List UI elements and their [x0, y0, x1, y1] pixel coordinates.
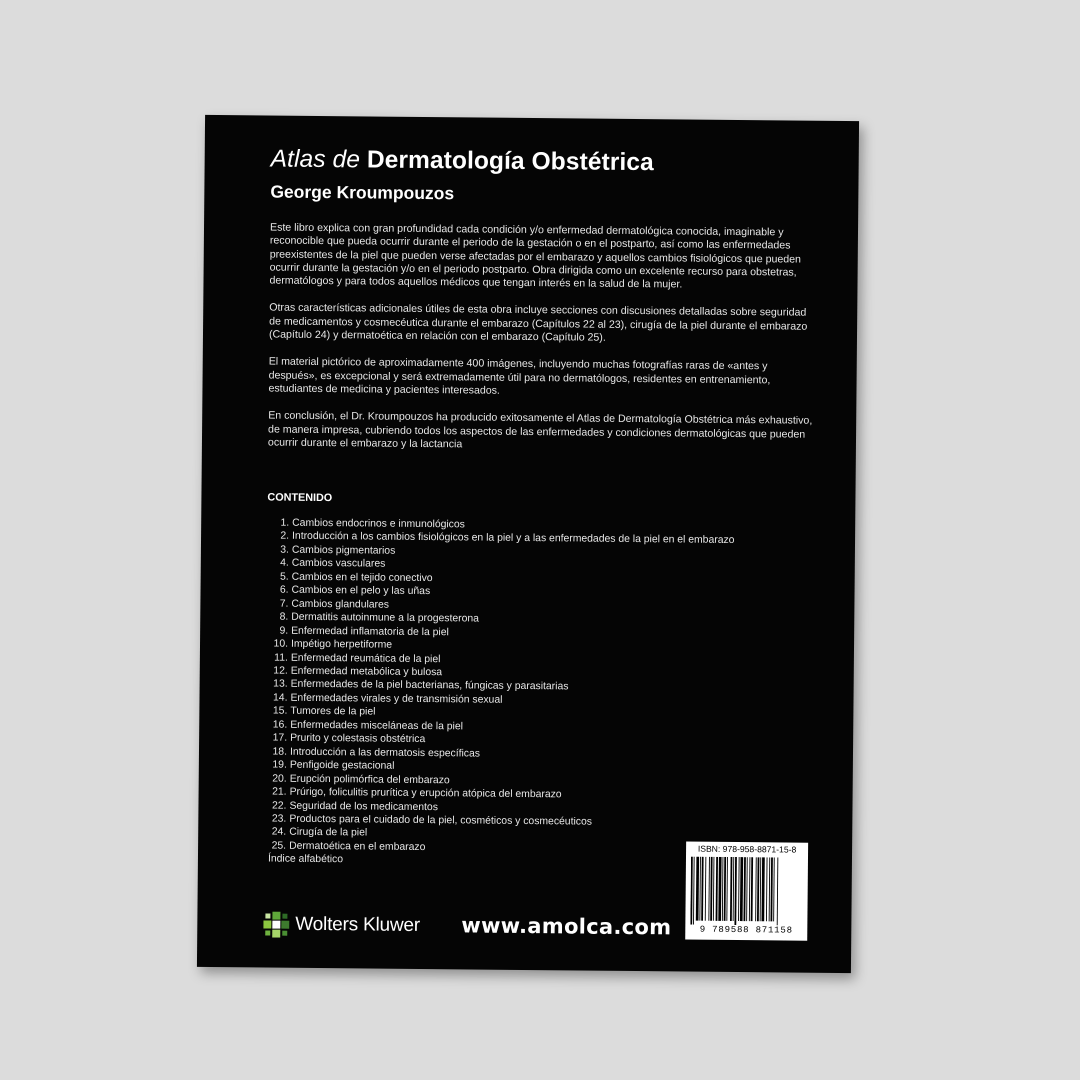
barcode-bar [716, 857, 718, 921]
contents-item-number: 14. [273, 692, 288, 704]
contents-item-number: 11. [274, 652, 288, 664]
contents-item-title: Enfermedades misceláneas de la piel [290, 719, 463, 733]
barcode-bar [766, 857, 768, 921]
publisher-website: www.amolca.com [461, 913, 672, 940]
description-paragraph: Otras características adicionales útiles de esta obra incluye secciones con discusiones detalladas sobre seguridad de medicamentos y cosmecéutica durante el embarazo (Capítulos 22 al 23), cirugía de la piel durante el embarazo (Capítulo 24) y dermatoética en relación con el embarazo (Capítulo 25). [268, 301, 808, 344]
contents-item-number: 8. [279, 611, 289, 623]
barcode-bar [693, 857, 695, 925]
contents-item-number: 5. [279, 571, 289, 583]
contents-item-number: 15. [272, 705, 288, 718]
contents-item-number: 20. [272, 773, 287, 785]
contents-item-number: 25. [271, 840, 287, 852]
book-author: George Kroumpouzos [270, 181, 455, 204]
wolters-kluwer-logo-icon [263, 911, 289, 937]
contents-list [268, 517, 735, 871]
contents-item-title: Prúrigo, foliculitis prurítica y erupción atópica del embarazo [289, 786, 562, 801]
barcode-bar [761, 857, 764, 921]
barcode-bar [734, 857, 736, 925]
barcode-bar [733, 857, 735, 921]
contents-item-title: Prurito y colestasis obstétrica [290, 732, 426, 746]
contents-item-number: 13. [273, 678, 288, 691]
contents-item-title: Introducción a las dermatosis específicas [289, 746, 481, 760]
contents-item-number: 10. [273, 638, 289, 650]
contents-item-number: 17. [272, 732, 288, 744]
contents-item-title: Introducción a los cambios fisiológicos en la piel y a las enfermedades de la piel en el embarazo [292, 531, 735, 547]
contents-item-number: 9. [279, 625, 289, 637]
contents-item-title: Seguridad de los medicamentos [289, 800, 438, 813]
contents-item-title: Enfermedades de la piel bacterianas, fúngicas y parasitarias [290, 679, 569, 693]
contents-index-label: Índice alfabético [267, 853, 344, 866]
barcode-bar [705, 857, 707, 921]
contents-item-title: Cambios en el tejido conectivo [291, 571, 433, 584]
barcode-bar [710, 857, 712, 921]
contents-item-title: Tumores de la piel [290, 706, 376, 718]
contents-item-title: Productos para el cuidado de la piel, cosméticos y cosmecéuticos [289, 813, 593, 828]
barcode-bar [743, 857, 745, 921]
isbn-label: ISBN: 978-958-8871-15-8 [697, 843, 797, 855]
barcode-bar [760, 857, 762, 921]
barcode-bar [751, 857, 753, 921]
book-back-cover [197, 115, 859, 973]
barcode-bar [769, 857, 771, 921]
barcode-bar [730, 857, 732, 921]
barcode-digits: 9 789588 871158 [699, 924, 793, 936]
contents-item-title: Cambios endocrinos e inmunológicos [292, 517, 465, 531]
contents-item-number: 4. [280, 557, 289, 570]
contents-item-number: 23. [271, 813, 287, 825]
contents-item-title: Cambios pigmentarios [291, 544, 396, 557]
contents-item-title: Penfigoide gestacional [289, 759, 395, 772]
contents-item-number: 12. [273, 665, 288, 677]
barcode-icon [690, 857, 803, 926]
contents-item-number: 2. [280, 531, 290, 543]
book-title [271, 146, 654, 178]
isbn-barcode-block [685, 842, 808, 941]
contents-item-title: Enfermedad reumática de la piel [290, 652, 441, 665]
contents-item-title: Enfermedad inflamatoria de la piel [291, 625, 449, 638]
barcode-bar [773, 857, 775, 921]
description-paragraph: En conclusión, el Dr. Kroumpouzos ha producido exitosamente el Atlas de Dermatología Obstétrica más exhaustivo, de manera impresa, cubriendo todos los aspectos de las enfermedades y condiciones dermatológicas que pueden ocurrir durante el embarazo y la lactancia [267, 409, 813, 451]
contents-item-number: 3. [280, 544, 289, 556]
barcode-bar [740, 857, 743, 921]
contents-item-title: Dermatoética en el embarazo [289, 840, 426, 853]
contents-item-title: Cambios vasculares [291, 558, 386, 570]
contents-item-title: Cirugía de la piel [289, 827, 368, 839]
contents-item-number: 1. [280, 517, 290, 529]
description-paragraph: El material pictórico de aproximadamente 400 imágenes, incluyendo muchas fotografías raras de «antes y después», es excepcional y será extremadamente útil para no dermatólogos, residentes en entrenamiento, estudiantes de medicina y pacientes interesados. [268, 355, 771, 397]
contents-item-title: Enfermedades virales y de transmisión sexual [290, 692, 503, 706]
contents-item-number: 18. [272, 746, 288, 758]
barcode-bar [696, 857, 699, 921]
publisher-name: Wolters Kluwer [295, 913, 421, 936]
barcode-bar [713, 857, 715, 921]
contents-item-number: 21. [272, 786, 287, 798]
barcode-bar [699, 857, 701, 921]
barcode-bar [718, 857, 721, 921]
barcode-bar [722, 857, 724, 921]
contents-item-number: 7. [279, 598, 289, 610]
barcode-bar [755, 857, 757, 921]
contents-item-number: 24. [271, 826, 287, 839]
barcode-bar [757, 857, 759, 921]
barcode-bar [777, 857, 779, 925]
book-title-italic: Atlas de [270, 145, 361, 174]
barcode-bar [749, 857, 751, 921]
barcode-bar [708, 857, 710, 921]
contents-item-title: Dermatitis autoinmune a la progesterona [291, 611, 480, 625]
contents-item-title: Enfermedad metabólica y bulosa [290, 665, 443, 679]
barcode-bar [701, 857, 703, 921]
barcode-bar [726, 857, 728, 921]
contents-item-number: 16. [272, 719, 288, 731]
barcode-bar [770, 857, 772, 921]
contents-item-title: Impétigo herpetiforme [290, 638, 393, 651]
contents-item-number: 6. [279, 584, 289, 596]
barcode-bar [690, 857, 692, 925]
description [268, 222, 818, 469]
contents-item-number: 22. [271, 800, 287, 812]
barcode-bar [724, 857, 726, 921]
contents-item-title: Cambios glandulares [291, 598, 390, 611]
book-title-bold: Dermatología Obstétrica [366, 146, 654, 177]
barcode-bar [738, 857, 740, 921]
barcode-bar [746, 857, 748, 921]
contents-item-title: Erupción polimórfica del embarazo [289, 773, 450, 786]
publisher-logo [263, 911, 420, 939]
contents-heading: CONTENIDO [267, 491, 333, 505]
contents-item-number: 19. [272, 759, 287, 771]
contents-item-title: Cambios en el pelo y las uñas [291, 584, 431, 598]
description-paragraph: Este libro explica con gran profundidad cada condición y/o enfermedad dermatológica conocida, imaginable y reconocible que pueda ocurrir durante el periodo de la gestación o en el postparto, así como las enfermedades preexistentes de la piel que pueden verse afectadas por el embarazo y aquellos cambios fisiológicos que pueden ocurrir durante la gestación y/o en el periodo postparto. Obra dirigida como un excelente recurso para obstetras, dermatólogos y para todos aquellos médicos que tengan interés en la salud de la mujer. [269, 221, 802, 291]
